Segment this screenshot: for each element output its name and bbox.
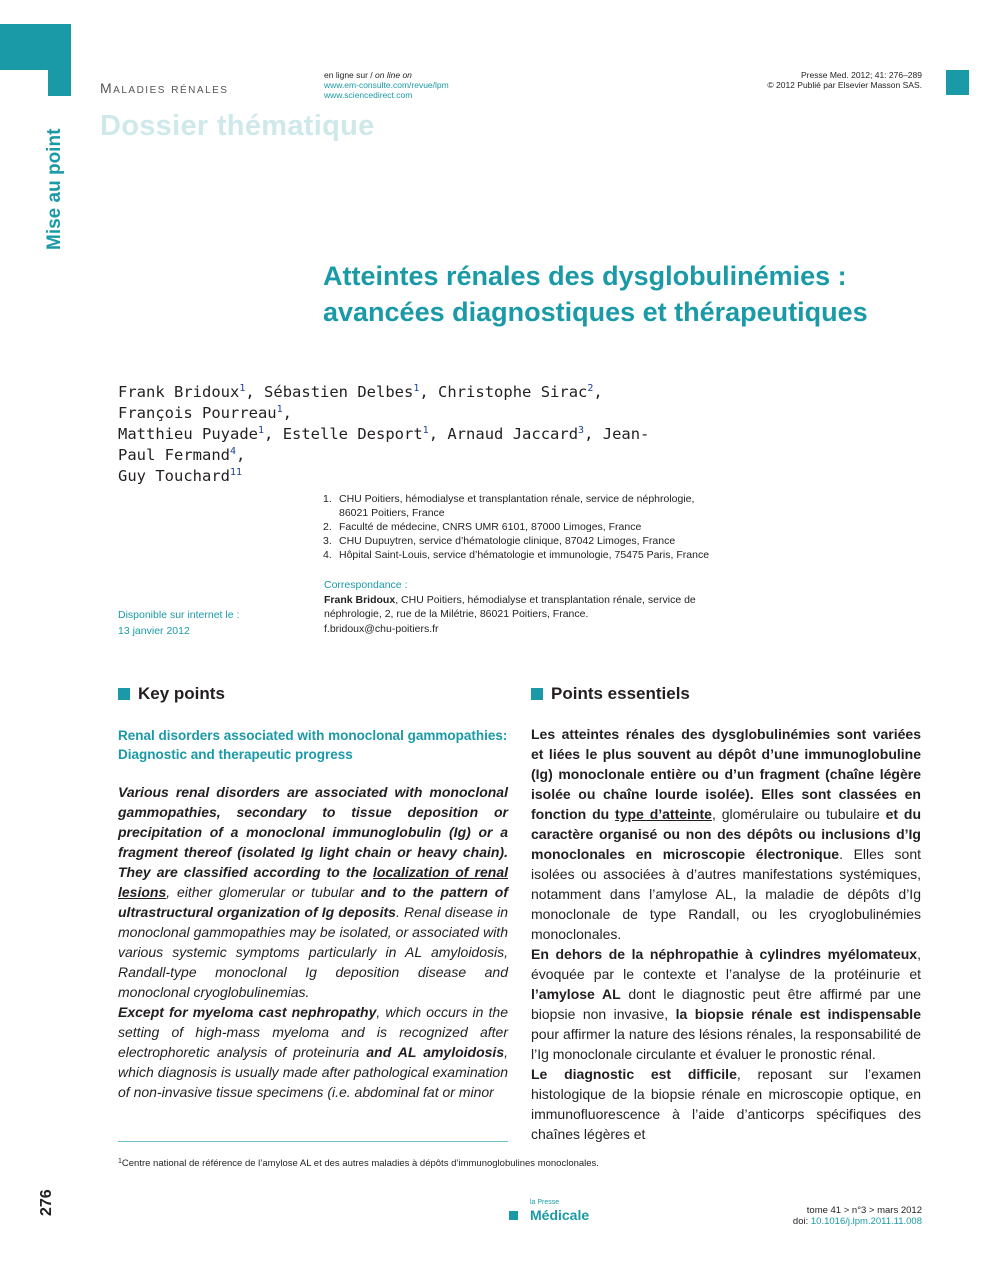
- heading-text: Key points: [138, 684, 225, 703]
- points-essentiels-body: [531, 724, 921, 1144]
- author-name: Jean-Paul Fermand: [118, 425, 650, 464]
- author-sep: ,: [236, 446, 246, 464]
- dossier-label: Dossier thématique: [100, 110, 375, 142]
- author-sep: ,: [245, 383, 265, 401]
- text-run: and to the pattern of ultrastructural organization of Ig deposits: [118, 884, 508, 920]
- text-run: , which diagnosis is usually made after pathological examination of non-invasive tissue specimens (i.e. abdominal fat or minor: [118, 1044, 509, 1100]
- correspondence-line: [324, 593, 724, 608]
- online-prefix: en ligne sur /: [324, 70, 376, 80]
- text-run: En dehors de la néphropathie à cylindres myélomateux: [531, 946, 918, 962]
- doi-link[interactable]: 10.1016/j.lpm.2011.11.008: [810, 1216, 922, 1227]
- doi-label: doi:: [792, 1216, 811, 1227]
- author-sep: ,: [282, 404, 293, 422]
- author-sep: ,: [264, 425, 283, 443]
- author-affil: 1: [276, 404, 283, 415]
- text-run: , glomérulaire ou tubulaire: [711, 806, 886, 822]
- right-tab-decoration: [946, 70, 969, 95]
- correspondence: [324, 578, 724, 636]
- affiliation-text: 86021 Poitiers, France: [339, 507, 445, 519]
- citation: Presse Med. 2012; 41: 276–289: [801, 70, 922, 80]
- availability-label: Disponible sur internet le :: [118, 609, 240, 621]
- text-run: , évoquée par le contexte et l’analyse de la protéinurie et: [531, 946, 921, 982]
- paragraph: [118, 1002, 508, 1102]
- affiliation-number: 2.: [323, 521, 332, 533]
- affiliation-item: [323, 520, 743, 534]
- points-essentiels-heading: [531, 684, 690, 704]
- correspondence-address-2: néphrologie, 2, rue de la Milétrie, 86021 Poitiers, France.: [324, 608, 589, 620]
- text-run: Various renal disorders are associated with monoclonal gammopathies, secondary to tissue deposition or precipitation of a monoclonal immunoglobulin (Ig) or a fragment thereof (isolated Ig light chain or heavy chain). They are classified according to the: [118, 784, 508, 880]
- affiliation-text: Hôpital Saint-Louis, service d’hématologie et immunologie, 75475 Paris, France: [339, 549, 710, 561]
- author-name: Arnaud Jaccard: [447, 425, 579, 443]
- page-number: 276: [38, 1189, 55, 1216]
- text-run: pour affirmer la nature des lésions rénales, la responsabilité de l’Ig monoclonale circulante et évaluer le pronostic rénal.: [531, 1026, 921, 1062]
- author-name: Matthieu Puyade: [118, 425, 258, 443]
- author-name: Frank Bridoux: [118, 383, 240, 401]
- key-points-heading: [118, 684, 225, 704]
- author-line: [118, 424, 678, 466]
- text-run: Les atteintes rénales des dysglobulinémies sont variées et liées le plus souvent au dépôt d’une immunoglobuline (Ig) monoclonale entière ou d’un fragment (chaîne légère isolée ou chaîne lourde isolée). Elles sont classées en fonction du: [531, 726, 921, 822]
- author-affil: 2: [587, 383, 594, 394]
- author-name: Christophe Sirac: [438, 383, 588, 401]
- author-name: Sébastien Delbes: [264, 383, 414, 401]
- text-run: Except for myeloma cast nephropathy: [118, 1004, 377, 1020]
- affiliation-item: [323, 492, 743, 520]
- journal-reference: [767, 70, 922, 90]
- paragraph: [118, 782, 508, 1002]
- author-sep: ,: [428, 425, 448, 443]
- paragraph: [531, 944, 921, 1064]
- author-affil: 3: [578, 425, 585, 436]
- issue-info: [793, 1205, 922, 1227]
- text-run: localization of renal lesions: [118, 864, 508, 900]
- text-run: la biopsie rénale est indispensable: [675, 1006, 921, 1022]
- correspondent-name: Frank Bridoux: [324, 593, 396, 606]
- online-italic: on line on: [375, 70, 412, 80]
- logo-square-icon: [509, 1211, 518, 1220]
- text-run: , either glomerular or tubular: [166, 884, 361, 900]
- author-list: [118, 382, 678, 487]
- author-affil: 1: [413, 383, 420, 394]
- vertical-category-label: Mise au point: [44, 128, 65, 250]
- affiliation-text: CHU Poitiers, hémodialyse et transplantation rénale, service de néphrologie,: [339, 493, 695, 505]
- correspondence-heading: Correspondance :: [324, 579, 408, 591]
- corner-notch: [0, 70, 48, 96]
- paragraph: [531, 724, 921, 944]
- text-run: and AL amyloidosis: [366, 1044, 505, 1060]
- author-name: Estelle Desport: [282, 425, 423, 443]
- author-name: François Pourreau: [118, 404, 277, 422]
- author-sep: ,: [419, 383, 439, 401]
- heading-text: Points essentiels: [551, 684, 690, 703]
- availability-date: [118, 608, 239, 639]
- text-run: dont le diagnostic peut être affirmé par une biopsie non invasive,: [531, 986, 921, 1022]
- title-line-2: avancées diagnostiques et thérapeutiques: [323, 297, 868, 327]
- author-name: Guy Touchard: [118, 467, 230, 485]
- author-line: [118, 466, 678, 487]
- logo-top-text: la Presse: [530, 1199, 560, 1206]
- availability-value: 13 janvier 2012: [118, 624, 190, 637]
- text-run: type d’atteinte: [615, 806, 712, 822]
- text-run: et du caractère organisé ou non des dépôts ou inclusions d’Ig monoclonales en microscopie électronique: [531, 806, 922, 862]
- text-run: , which occurs in the setting of high-mass myeloma and is recognized after electrophoretic analysis of proteinuria: [118, 1004, 508, 1060]
- title-line-1: Atteintes rénales des dysglobulinémies :: [323, 261, 847, 291]
- affiliation-text: CHU Dupuytren, service d’hématologie clinique, 87042 Limoges, France: [339, 535, 676, 547]
- article-title: [323, 258, 943, 330]
- journal-logo: [509, 1198, 589, 1223]
- author-line: [118, 382, 678, 424]
- online-availability: [324, 70, 449, 100]
- affiliation-number: 3.: [323, 535, 332, 547]
- affiliation-number: 1.: [323, 493, 332, 505]
- text-run: Le diagnostic est difficile: [531, 1066, 737, 1082]
- correspondence-address: , CHU Poitiers, hémodialyse et transplantation rénale, service de: [395, 593, 696, 606]
- sciencedirect-link[interactable]: www.sciencedirect.com: [324, 90, 413, 100]
- footnote: [118, 1158, 599, 1169]
- text-run: l’amylose AL: [531, 986, 621, 1002]
- author-sep: ,: [584, 425, 603, 443]
- affiliation-text: Faculté de médecine, CNRS UMR 6101, 87000 Limoges, France: [339, 521, 642, 533]
- author-affil: 4: [229, 446, 237, 457]
- paragraph: [531, 1064, 921, 1144]
- text-run: . Renal disease in monoclonal gammopathies may be isolated, or associated with various systemic symptoms particularly in AL amyloidosis, Randall-type monoclonal Ig deposition disease and monoclonal cryoglobulinemias.: [118, 904, 508, 1000]
- author-affil: 1: [257, 425, 265, 436]
- copyright: © 2012 Publié par Elsevier Masson SAS.: [767, 80, 922, 90]
- author-sep: ,: [593, 383, 603, 401]
- footnote-text: Centre national de référence de l’amylose AL et des autres maladies à dépôts d’immunoglobulines monoclonales.: [121, 1158, 599, 1169]
- english-title: Renal disorders associated with monoclonal gammopathies: Diagnostic and therapeutic progress: [118, 728, 508, 762]
- affiliation-item: [323, 548, 743, 562]
- affiliation-item: [323, 534, 743, 548]
- affiliations: [323, 492, 743, 562]
- correspondence-email-link[interactable]: f.bridoux@chu-poitiers.fr: [324, 622, 439, 635]
- footnote-mark: 1: [118, 1158, 122, 1165]
- author-affil: 1: [239, 383, 246, 394]
- key-points-body: [118, 782, 508, 1102]
- text-run: . Elles sont isolées ou associées à d’autres manifestations systémiques, notamment dans l’amylose AL, la maladie de dépôts d’Ig monoclonale de type Randall, ou les cryoglobulinémies monoclonales.: [531, 846, 922, 942]
- doi-line: [793, 1216, 922, 1227]
- bullet-square-icon: [118, 688, 130, 700]
- journal-url-link[interactable]: www.em-consulte.com/revue/lpm: [324, 80, 449, 90]
- author-affil: 1: [422, 425, 429, 436]
- text-run: , reposant sur l’examen histologique de la biopsie rénale en microscopie optique, en immunofluorescence à l’aide d’anticorps spécifiques des chaînes légères et: [531, 1066, 921, 1142]
- bullet-square-icon: [531, 688, 543, 700]
- section-label: Maladies rénales: [100, 80, 229, 96]
- logo-main-text: Médicale: [530, 1207, 590, 1223]
- author-affil: 11: [229, 467, 243, 478]
- affiliation-number: 4.: [323, 549, 332, 561]
- footnote-rule: [118, 1141, 508, 1142]
- issue-text: tome 41 > n°3 > mars 2012: [806, 1205, 922, 1216]
